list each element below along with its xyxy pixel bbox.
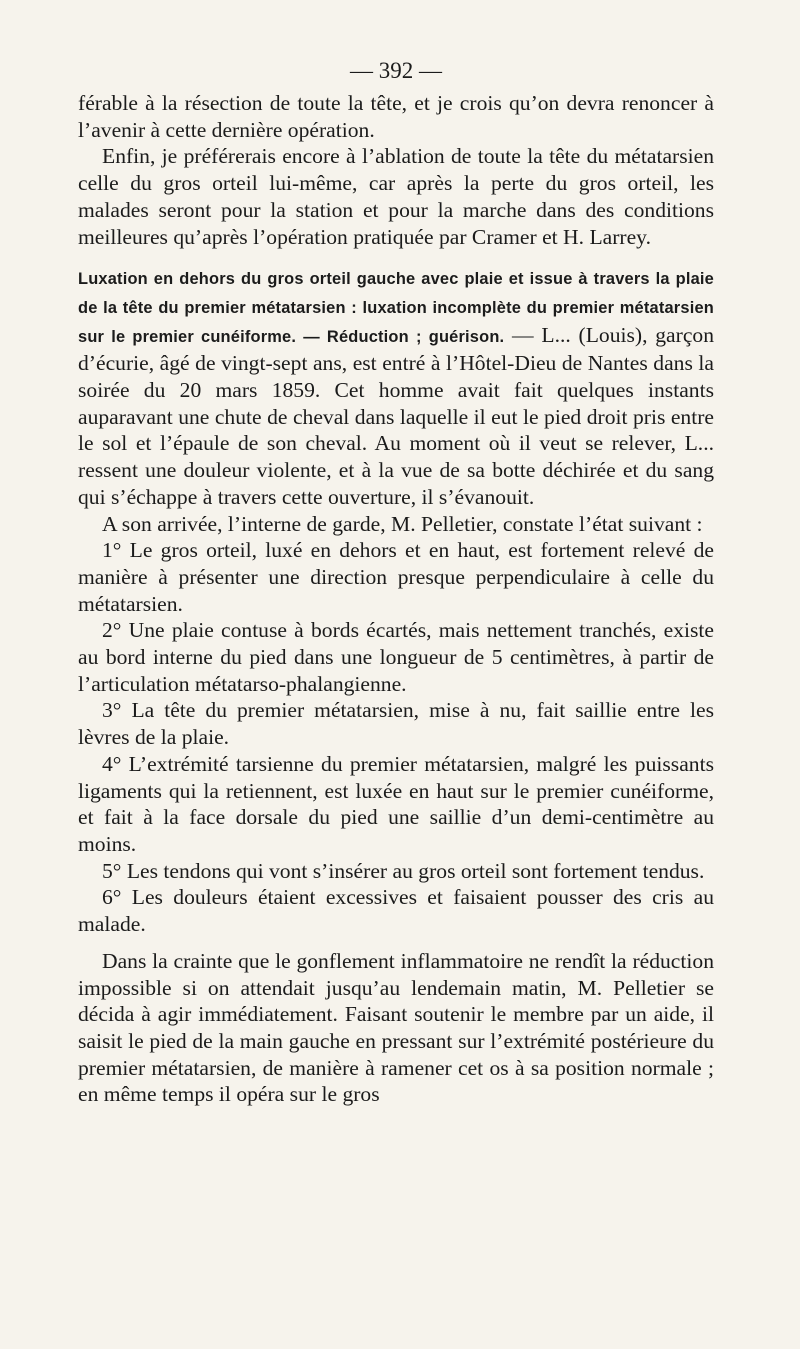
- paragraph-arrival: A son arrivée, l’interne de garde, M. Pelletier, constate l’état suivant :: [102, 511, 703, 536]
- paragraph-continuation: férable à la résection de toute la tête, et je crois qu’on devra renoncer à l’avenir à cette dernière opération.: [78, 91, 714, 142]
- section-spacer: [78, 250, 714, 264]
- case-title: Luxation en dehors du gros orteil gauche avec plaie et issue à travers la plaie de la tête du premier métatarsien : luxation incomplète du premier métatarsien sur le premier cunéiforme. — Réduction ; guérison.: [78, 270, 714, 346]
- paragraph-reduction: Dans la crainte que le gonflement inflammatoire ne rendît la réduction impossible si on attendait jusqu’au lendemain matin, M. Pelletier se décida à agir immédiatement. Faisant soutenir le membre par un aide, il saisit le pied de la main gauche en pressant sur l’extrémité postérieure du premier métatarsien, de manière à ramener cet os à sa position normale ; en même temps il opéra sur le gros: [78, 948, 714, 1107]
- finding-3: 3° La tête du premier métatarsien, mise à nu, fait saillie entre les lèvres de la plaie.: [78, 698, 714, 750]
- case-report: [78, 264, 714, 510]
- page-number: — 392 —: [350, 58, 442, 83]
- finding-6: 6° Les douleurs étaient excessives et faisaient pousser des cris au malade.: [78, 885, 714, 937]
- finding-5: 5° Les tendons qui vont s’insérer au gros orteil sont fortement tendus.: [102, 858, 705, 883]
- case-intro: — L... (Louis), garçon d’écurie, âgé de vingt-sept ans, est entré à l’Hôtel-Dieu de Nantes dans la soirée du 20 mars 1859. Cet homme avait fait quelques instants auparavant une chute de cheval dans laquelle il eut le pied droit pris entre le sol et l’épaule de son cheval. Au moment où il veut se relever, L... ressent une douleur violente, et à la vue de sa botte déchirée et du sang qui s’échappe à travers cette ouverture, il s’évanouit.: [78, 322, 714, 509]
- paragraph-enfin: Enfin, je préférerais encore à l’ablation de toute la tête du métatarsien celle du gros orteil lui-même, car après la perte du gros orteil, les malades seront pour la station et pour la marche dans des conditions meilleures qu’après l’opération pratiquée par Cramer et H. Larrey.: [78, 144, 714, 249]
- finding-4: 4° L’extrémité tarsienne du premier métatarsien, malgré les puissants ligaments qui la retiennent, est luxée en haut sur le premier cunéiforme, et fait à la face dorsale du pied une saillie d’un demi-centimètre au moins.: [78, 751, 714, 856]
- finding-1: 1° Le gros orteil, luxé en dehors et en haut, est fortement relevé de manière à présenter une direction presque perpendiculaire à celle du métatarsien.: [78, 538, 714, 616]
- finding-2: 2° Une plaie contuse à bords écartés, mais nettement tranchés, existe au bord interne du pied dans une longueur de 5 centimètres, à partir de l’articulation métatarso-phalangienne.: [78, 618, 714, 696]
